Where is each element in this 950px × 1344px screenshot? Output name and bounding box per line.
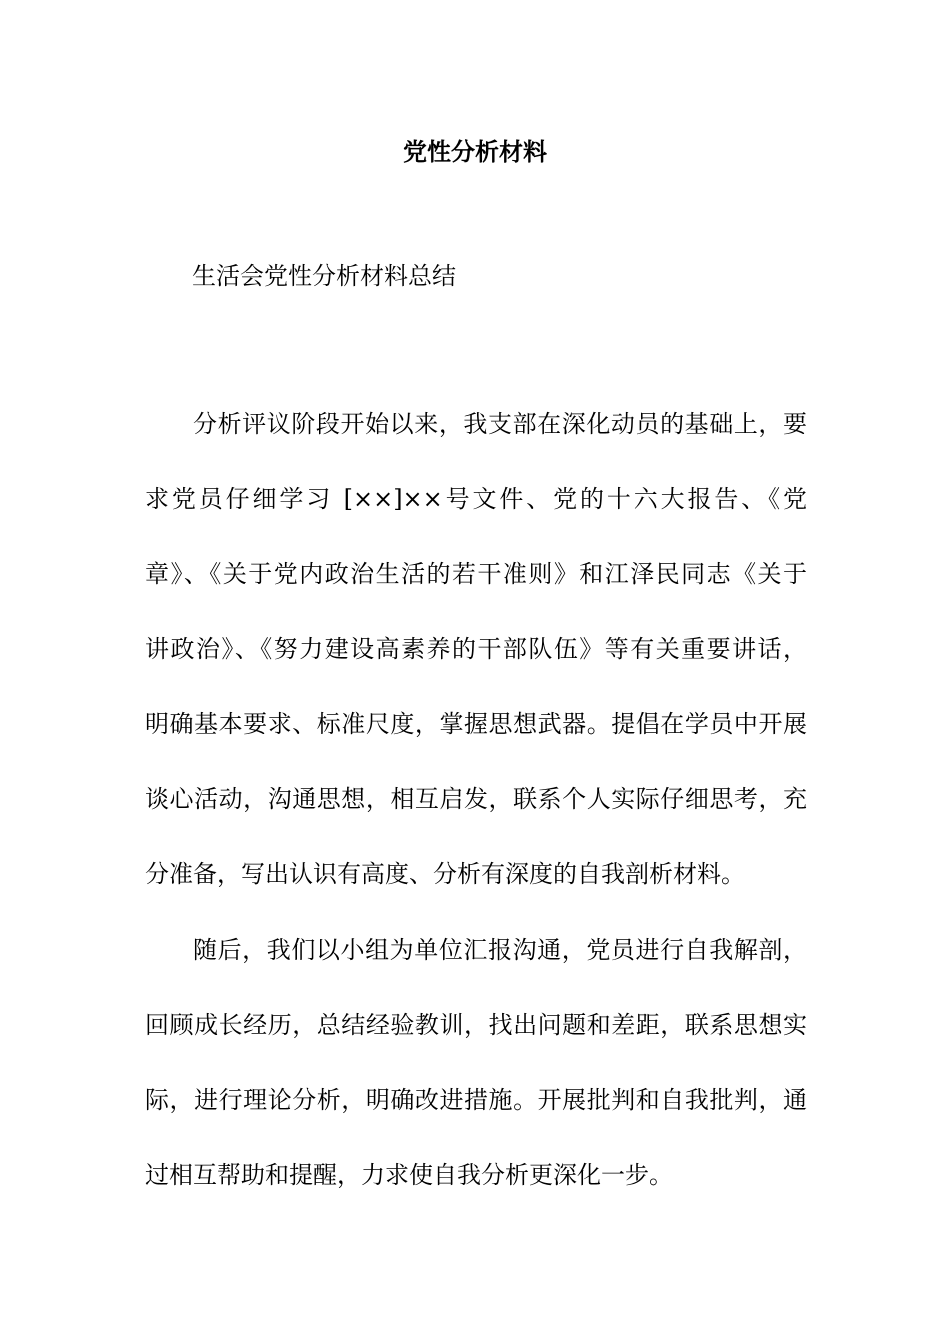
paragraph-line: 际，进行理论分析，明确改进措施。开展批判和自我批判，通 [145,1086,807,1114]
paragraph-line: 章》、《关于党内政治生活的若干准则》和江泽民同志《关于 [145,560,807,588]
paragraph-line: 求党员仔细学习 [××]××号文件、党的十六大报告、《党 [145,485,807,513]
paragraph-2 [145,913,807,1213]
paragraph-line: 谈心活动，沟通思想，相互启发，联系个人实际仔细思考，充 [145,785,807,813]
document-subtitle: 生活会党性分析材料总结 [192,262,456,290]
paragraph-1 [145,387,807,912]
document-title: 党性分析材料 [403,137,547,166]
paragraph-line: 讲政治》、《努力建设高素养的干部队伍》等有关重要讲话， [145,635,807,663]
paragraph-line: 分准备，写出认识有高度、分析有深度的自我剖析材料。 [145,860,745,888]
paragraph-line: 分析评议阶段开始以来，我支部在深化动员的基础上，要 [193,410,807,438]
paragraph-line: 过相互帮助和提醒，力求使自我分析更深化一步。 [145,1161,673,1189]
paragraph-line: 随后，我们以小组为单位汇报沟通，党员进行自我解剖， [193,936,807,964]
paragraph-line: 明确基本要求、标准尺度，掌握思想武器。提倡在学员中开展 [145,710,807,738]
paragraph-line: 回顾成长经历，总结经验教训，找出问题和差距，联系思想实 [145,1011,807,1039]
